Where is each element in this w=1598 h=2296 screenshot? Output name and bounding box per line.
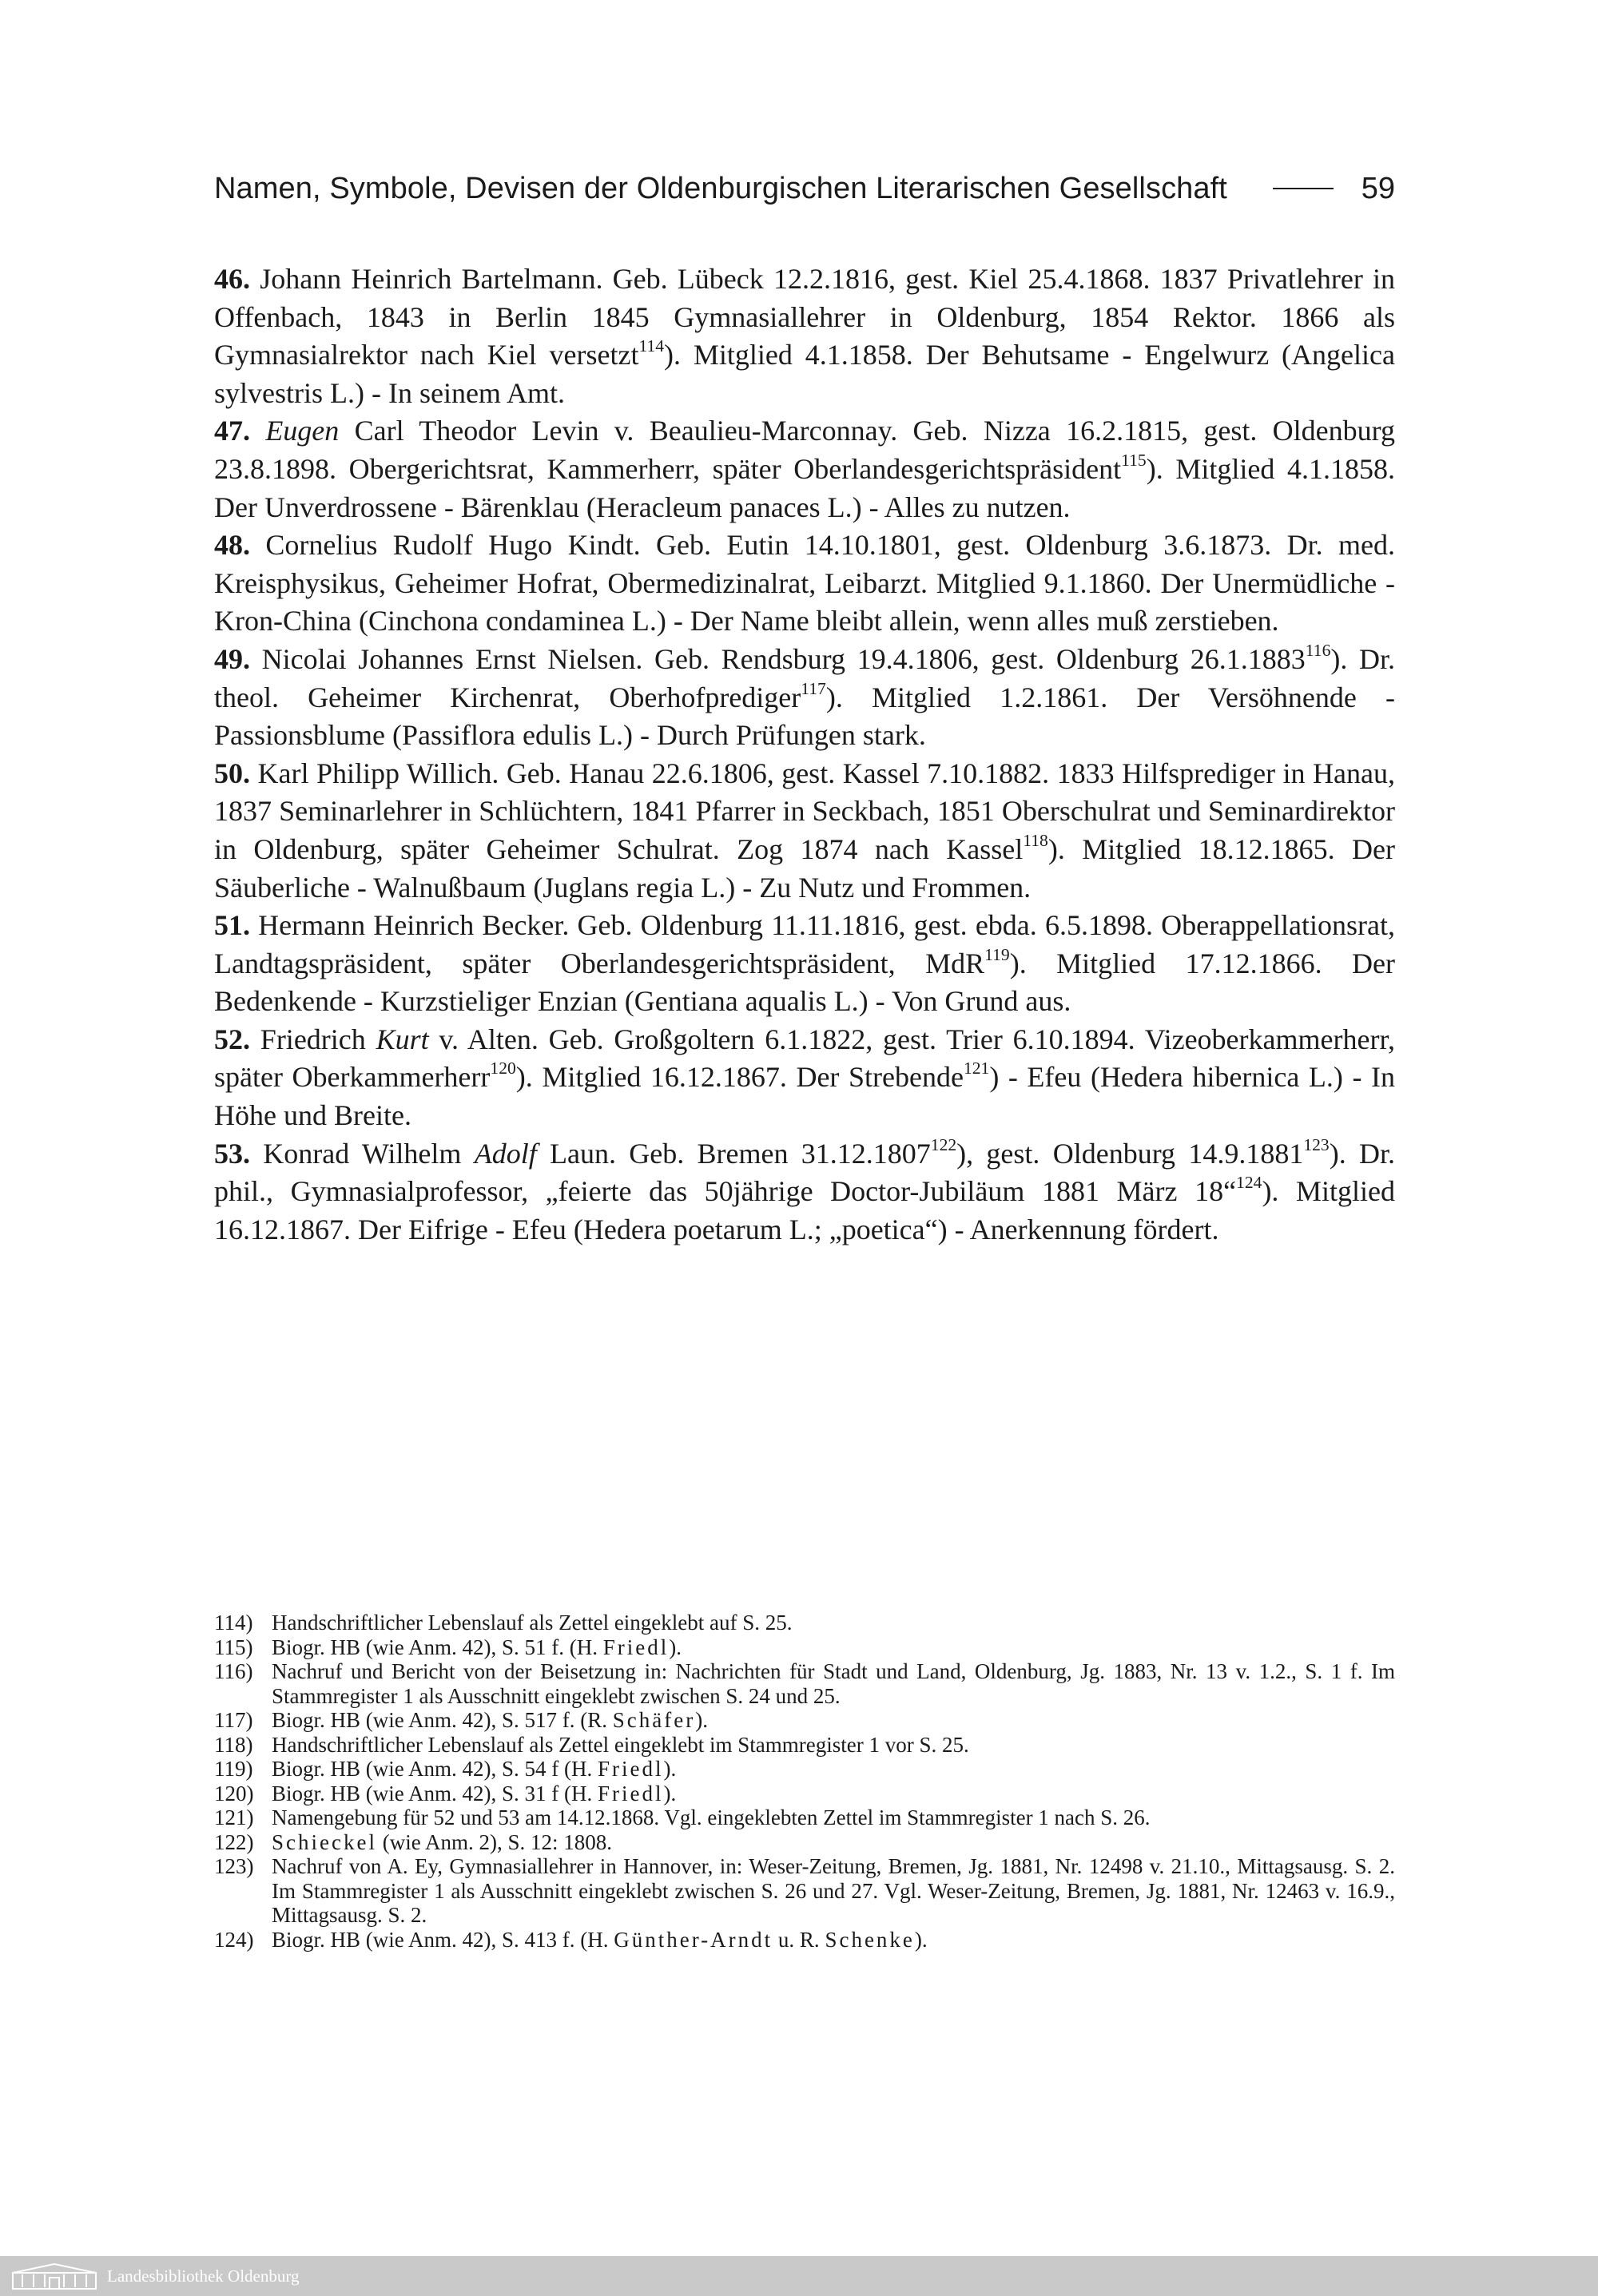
entry-italic-name: Eugen <box>265 415 340 447</box>
footnote-marker: 124) <box>214 1927 254 1952</box>
footnote-text: Namengebung für 52 und 53 am 14.12.1868. Vgl. eingeklebten Zettel im Stammregister 1 nach S. 26. <box>272 1805 1151 1829</box>
footnote-text: Biogr. HB (wie Anm. 42), S. 413 f. (H. <box>272 1927 614 1952</box>
footnote-text: Nachruf von A. Ey, Gymnasiallehrer in Hannover, in: Weser-Zeitung, Bremen, Jg. 1881, Nr. 12498 v. 21.10., Mittagsausg. S. 2. Im Stammregister 1 als Ausschnitt eingeklebt zwischen S. 26 und 27. Vgl. Weser-Zeitung, Bremen, Jg. 1881, Nr. 12463 v. 16.9., Mittagsausg. S. 2. <box>272 1854 1395 1927</box>
entry-50 <box>214 755 1395 907</box>
entry-47 <box>214 412 1395 526</box>
footnote-text: Biogr. HB (wie Anm. 42), S. 51 f. (H. <box>272 1635 603 1659</box>
entry-text: Carl Theodor Levin v. Beaulieu-Marconnay. Geb. Nizza 16.2.1815, gest. Oldenburg 23.8.1898. Obergerichtsrat, Kammerherr, später Oberlandesgerichtspräsident <box>214 415 1395 485</box>
footnote-marker: 117) <box>214 1708 253 1732</box>
entry-text: v. Alten. Geb. Großgoltern 6.1.1822, gest. Trier 6.10.1894. Vizeoberkammerherr, später Oberkammerherr <box>214 1023 1395 1094</box>
entry-text: Hermann Heinrich Becker. Geb. Oldenburg 11.11.1816, gest. ebda. 6.5.1898. Oberappellationsrat, Landtagspräsident, später Oberlandesgerichtspräsident, MdR <box>214 909 1395 979</box>
entry-text: ). Mitglied 17.12.1866. Der Bedenkende - Kurzstieliger Enzian (Gentiana aqualis L.) - Von Grund aus. <box>214 947 1396 1018</box>
footnote-text: (wie Anm. 2), S. 12: 1808. <box>376 1829 612 1854</box>
entry-number: 53. <box>214 1137 250 1170</box>
entry-italic-name: Kurt <box>376 1023 429 1055</box>
footnote-ref: 124 <box>1236 1173 1262 1193</box>
footnote-text: ). <box>669 1635 682 1659</box>
entry-53 <box>214 1135 1395 1249</box>
entry-number: 46. <box>214 263 250 295</box>
footnote-author: Friedl <box>602 1635 670 1659</box>
entry-text: Johann Heinrich Bartelmann. Geb. Lübeck 12.2.1816, gest. Kiel 25.4.1868. 1837 Privatlehrer in Offenbach, 1843 in Berlin 1845 Gymnasiallehrer in Oldenburg, 1854 Rektor. 1866 als Gymnasialrektor nach Kiel versetzt <box>214 263 1395 371</box>
footnote-ref: 114 <box>638 336 665 356</box>
entry-text: ). Mitglied 16.12.1867. Der Eifrige - Efeu (Hedera poetarum L.; „poetica“) - Anerkennung fördert. <box>214 1175 1395 1245</box>
running-title: Namen, Symbole, Devisen der Oldenburgischen Literarischen Gesellschaft <box>214 172 1227 205</box>
footnote-author: Schenke <box>825 1927 915 1952</box>
entry-text: Nicolai Johannes Ernst Nielsen. Geb. Rendsburg 19.4.1806, gest. Oldenburg 26.1.1883 <box>250 642 1306 675</box>
footnote-text: Biogr. HB (wie Anm. 42), S. 517 f. (R. <box>272 1708 613 1732</box>
footnote-122 <box>214 1830 1395 1855</box>
entry-number: 47. <box>214 415 250 447</box>
footnote-text: Biogr. HB (wie Anm. 42), S. 31 f (H. <box>272 1781 598 1805</box>
footnote-text: Handschriftlicher Lebenslauf als Zettel eingeklebt im Stammregister 1 vor S. 25. <box>272 1732 969 1757</box>
footnote-118 <box>214 1733 1395 1758</box>
footnote-121 <box>214 1805 1395 1830</box>
entry-text: ). Dr. theol. Geheimer Kirchenrat, Oberhofprediger <box>214 642 1395 713</box>
footnote-ref: 122 <box>930 1134 957 1154</box>
entry-text: Karl Philipp Willich. Geb. Hanau 22.6.1806, gest. Kassel 7.10.1882. 1833 Hilfsprediger in Hanau, 1837 Seminarlehrer in Schlüchtern, 1841 Pfarrer in Seckbach, 1851 Oberschulrat und Seminardirektor in Oldenburg, später Geheimer Schulrat. Zog 1874 nach Kassel <box>214 757 1395 865</box>
footnote-124 <box>214 1928 1395 1952</box>
entry-text: ), gest. Oldenburg 14.9.1881 <box>956 1137 1304 1170</box>
footnote-114 <box>214 1611 1395 1635</box>
entry-text: ). Mitglied 16.12.1867. Der Strebende <box>515 1061 964 1094</box>
footnote-ref: 116 <box>1305 640 1331 660</box>
footnote-120 <box>214 1782 1395 1806</box>
entry-text: ) - Efeu (Hedera hibernica L.) - In Höhe und Breite. <box>214 1061 1395 1132</box>
entry-46 <box>214 260 1395 412</box>
entry-text: Laun. Geb. Bremen 31.12.1807 <box>536 1137 931 1170</box>
footnote-116 <box>214 1659 1395 1708</box>
footnote-author: Friedl <box>598 1757 664 1781</box>
footnote-ref: 120 <box>490 1059 516 1078</box>
entry-text: ). Mitglied 1.2.1861. Der Versöhnende - Passionsblume (Passiflora edulis L.) - Durch Prüfungen stark. <box>214 681 1395 752</box>
footnote-marker: 122) <box>214 1829 254 1854</box>
footnote-ref: 123 <box>1303 1134 1330 1154</box>
footnote-ref: 118 <box>1023 830 1048 850</box>
library-footer-bar <box>0 2256 1598 2296</box>
library-building-icon <box>11 2263 97 2290</box>
footnote-ref: 115 <box>1121 450 1147 470</box>
footnote-marker: 114) <box>214 1611 253 1635</box>
footnote-marker: 121) <box>214 1805 254 1829</box>
footnote-115 <box>214 1635 1395 1660</box>
footnote-ref: 117 <box>801 678 826 698</box>
page-number: 59 <box>1361 172 1395 205</box>
entry-number: 52. <box>214 1023 250 1055</box>
library-name: Landesbibliothek Oldenburg <box>107 2266 300 2286</box>
footnote-text: Nachruf und Bericht von der Beisetzung in: Nachrichten für Stadt und Land, Oldenburg, Jg. 1883, Nr. 13 v. 1.2., S. 1 f. Im Stammregister 1 als Ausschnitt eingeklebt zwischen S. 24 und 25. <box>272 1659 1395 1708</box>
footnote-marker: 120) <box>214 1781 254 1805</box>
entry-49 <box>214 641 1395 755</box>
footnote-117 <box>214 1708 1395 1733</box>
footnote-ref: 121 <box>963 1059 990 1078</box>
footnote-marker: 123) <box>214 1854 254 1878</box>
entry-text: ). Dr. phil., Gymnasialprofessor, „feierte das 50jährige Doctor-Jubiläum 1881 März 18“ <box>214 1137 1395 1208</box>
footnote-text: Handschriftlicher Lebenslauf als Zettel eingeklebt auf S. 25. <box>272 1611 793 1635</box>
footnote-author: Friedl <box>598 1781 664 1805</box>
footnote-119 <box>214 1757 1395 1782</box>
entry-text: Konrad Wilhelm <box>250 1137 475 1170</box>
footnote-author: Schieckel <box>272 1829 377 1854</box>
header-dash-rule <box>1273 188 1334 189</box>
entry-text: Cornelius Rudolf Hugo Kindt. Geb. Eutin 14.10.1801, gest. Oldenburg 3.6.1873. Dr. med. Kreisphysikus, Geheimer Hofrat, Obermedizinalrat, Leibarzt. Mitglied 9.1.1860. Der Unermüdliche - Kron-China (Cinchona condaminea L.) - Der Name bleibt allein, wenn alles muß zerstieben. <box>214 529 1395 638</box>
entry-48 <box>214 526 1395 641</box>
footnote-text: ). <box>914 1927 928 1952</box>
footnote-marker: 118) <box>214 1732 253 1757</box>
running-header <box>214 168 1395 209</box>
footnote-text: u. R. <box>773 1927 825 1952</box>
footnote-marker: 116) <box>214 1659 253 1683</box>
entry-number: 51. <box>214 909 250 942</box>
entry-number: 49. <box>214 642 250 675</box>
footnote-text: ). <box>663 1757 677 1781</box>
entry-text: ). Mitglied 18.12.1865. Der Säuberliche - Walnußbaum (Juglans regia L.) - Zu Nutz und Frommen. <box>214 832 1395 904</box>
footnote-marker: 119) <box>214 1757 253 1781</box>
footnote-text: ). <box>663 1781 677 1805</box>
footnote-text: Biogr. HB (wie Anm. 42), S. 54 f (H. <box>272 1757 598 1781</box>
entry-text: Friedrich <box>250 1023 376 1055</box>
entry-number: 48. <box>214 529 250 562</box>
footnote-author: Schäfer <box>612 1708 696 1732</box>
footnote-123 <box>214 1854 1395 1928</box>
entry-number: 50. <box>214 757 250 789</box>
footnote-author: Günther-Arndt <box>614 1927 773 1952</box>
entry-text: ). Mitglied 4.1.1858. Der Behutsame - Engelwurz (Angelica sylvestris L.) - In seinem Amt. <box>214 339 1395 409</box>
entry-51 <box>214 907 1395 1021</box>
footnote-ref: 119 <box>984 944 1010 964</box>
footnote-marker: 115) <box>214 1635 253 1659</box>
footnotes <box>214 1611 1395 1952</box>
entry-text: ). Mitglied 4.1.1858. Der Unverdrossene - Bärenklau (Heracleum panaces L.) - Alles zu nutzen. <box>214 452 1396 523</box>
entry-52 <box>214 1021 1395 1135</box>
entry-italic-name: Adolf <box>474 1137 537 1170</box>
member-entries <box>214 260 1395 1249</box>
footnote-text: ). <box>695 1708 708 1732</box>
